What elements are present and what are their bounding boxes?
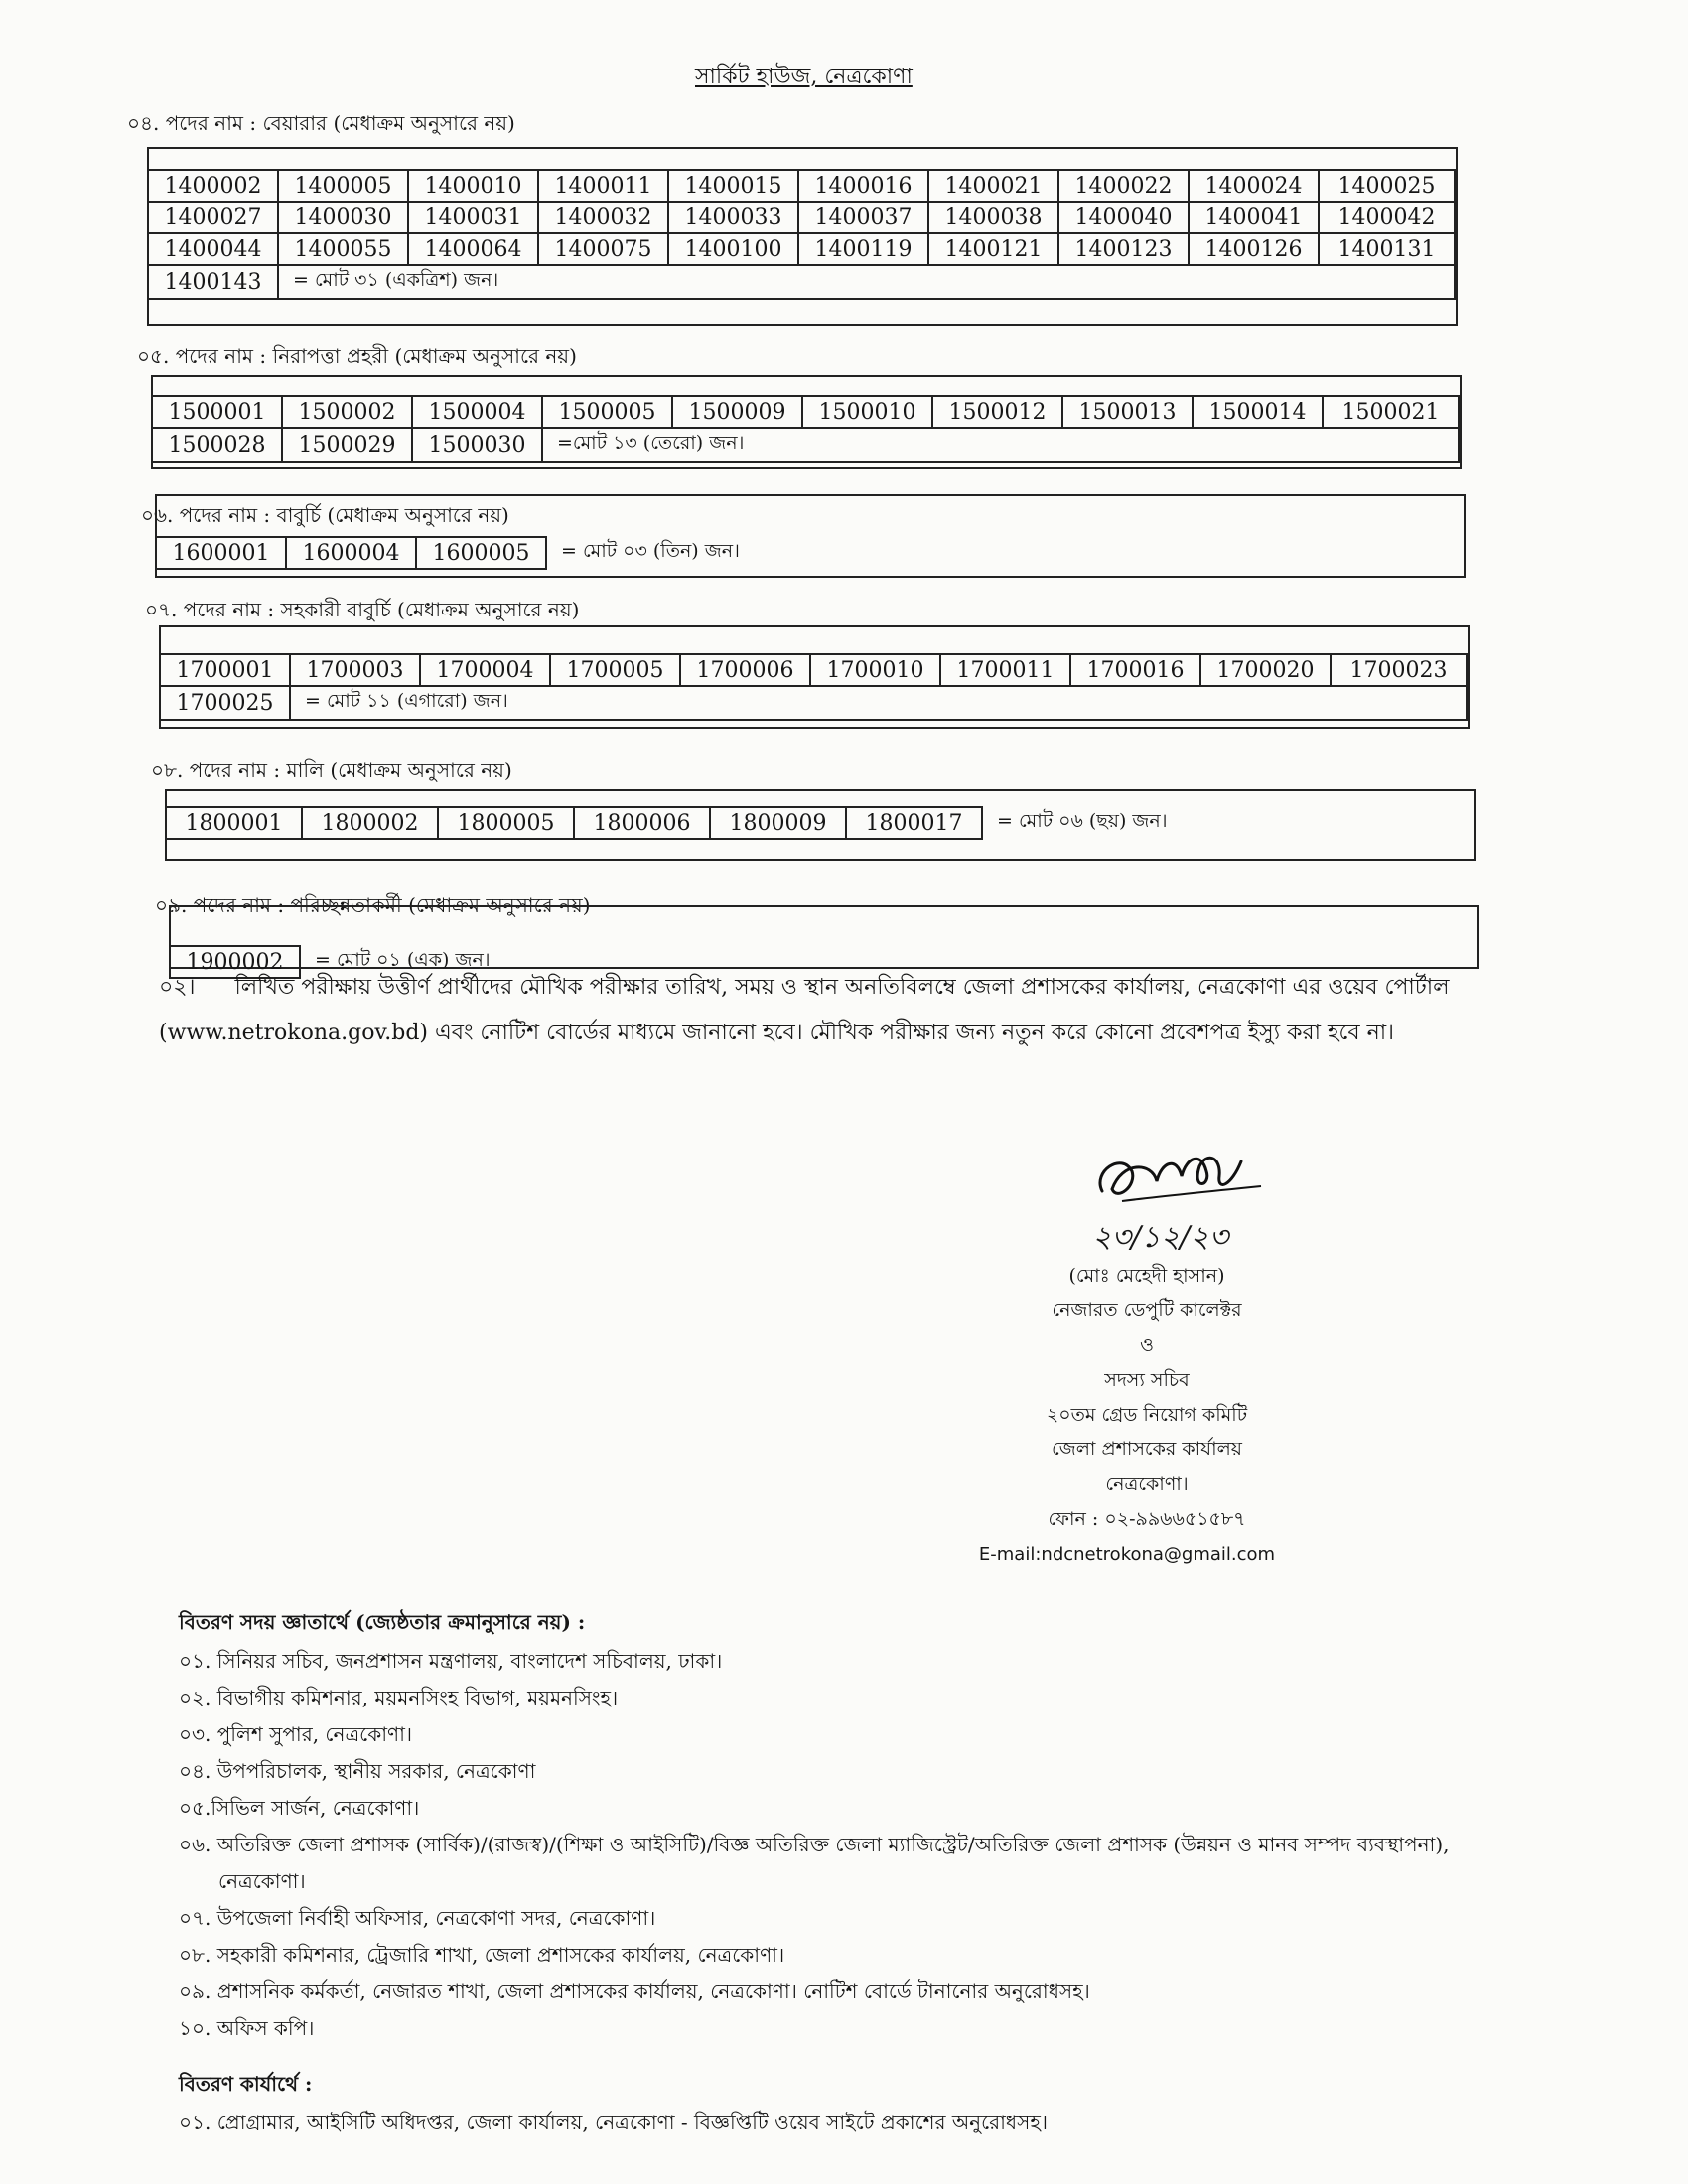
distribution-info-list bbox=[179, 1643, 1499, 2047]
total-count: =মোট ১৩ (তেরো) জন। bbox=[542, 428, 1459, 462]
page-header: সার্কিট হাউজ, নেত্রকোণা bbox=[695, 65, 913, 89]
list-item: ০১. সিনিয়র সচিব, জনপ্রশাসন মন্ত্রণালয়, বাংলাদেশ সচিবালয়, ঢাকা। bbox=[179, 1649, 723, 1673]
section-title: ০৭. পদের নাম : সহকারী বাবুর্চি (মেধাক্রম অনুসারে নয়) bbox=[145, 598, 580, 621]
id-cell: 1400011 bbox=[538, 170, 668, 202]
list-item: ০৬. অতিরিক্ত জেলা প্রশাসক (সার্বিক)/(রাজস্ব)/(শিক্ষা ও আইসিটি)/বিজ্ঞ অতিরিক্ত জেলা ম্যাজিস্ট্রেট/অতিরিক্ত জেলা প্রশাসক (উন্নয়ন ও মানব সম্পদ ব্যবস্থাপনা), নেত্রকোণা। bbox=[179, 1833, 1450, 1893]
id-cell: 1800017 bbox=[846, 807, 982, 839]
signatory-role: সদস্য সচিব bbox=[1104, 1369, 1190, 1391]
id-cell: 1400024 bbox=[1189, 170, 1319, 202]
id-cell: 1700025 bbox=[160, 686, 290, 720]
id-cell: 1400021 bbox=[928, 170, 1058, 202]
id-cell: 1900002 bbox=[170, 946, 300, 978]
id-cell: 1700010 bbox=[810, 654, 940, 686]
list-item: ০৭. উপজেলা নির্বাহী অফিসার, নেত্রকোণা সদর, নেত্রকোণা। bbox=[179, 1906, 656, 1930]
signatory-name: (মোঃ মেহেদী হাসান) bbox=[1068, 1265, 1225, 1287]
id-cell: 1400064 bbox=[408, 233, 538, 265]
id-cell: 1400055 bbox=[278, 233, 408, 265]
id-cell: 1400131 bbox=[1319, 233, 1455, 265]
signatory-committee: ২০তম গ্রেড নিয়োগ কমিটি bbox=[1046, 1404, 1248, 1426]
total-count: = মোট ১১ (এগারো) জন। bbox=[290, 686, 1467, 720]
signatory-conjunction: ও bbox=[1140, 1334, 1154, 1356]
id-cell: 1400119 bbox=[798, 233, 928, 265]
id-table-security-guard bbox=[151, 395, 1460, 463]
id-cell: 1400075 bbox=[538, 233, 668, 265]
id-cell: 1800002 bbox=[302, 807, 438, 839]
section-title: ০৬. পদের নাম : বাবুর্চি (মেধাক্রম অনুসারে নয়) bbox=[141, 503, 509, 527]
id-cell: 1400040 bbox=[1058, 202, 1189, 233]
signatory-block bbox=[978, 1259, 1311, 1571]
section-title: ০৪. পদের নাম : বেয়ারার (মেধাক্রম অনুসারে নয়) bbox=[127, 111, 515, 135]
id-cell: 1500012 bbox=[932, 396, 1062, 428]
id-cell: 1700006 bbox=[680, 654, 810, 686]
id-cell: 1400022 bbox=[1058, 170, 1189, 202]
id-cell: 1400044 bbox=[148, 233, 278, 265]
signatory-office: জেলা প্রশাসকের কার্যালয় bbox=[1052, 1438, 1242, 1460]
total-count: = মোট ০৬ (ছয়) জন। bbox=[997, 810, 1168, 832]
id-cell: 1500028 bbox=[152, 428, 282, 462]
signatory-phone: ফোন : ০২-৯৯৬৬৫১৫৮৭ bbox=[1048, 1508, 1246, 1530]
section-title: ০৯. পদের নাম : পরিচ্ছন্নতাকর্মী (মেধাক্রম অনুসারে নয়) bbox=[155, 893, 591, 917]
id-cell: 1400030 bbox=[278, 202, 408, 233]
notice-paragraph bbox=[159, 965, 1450, 1056]
id-cell: 1600005 bbox=[416, 537, 546, 569]
id-cell: 1400010 bbox=[408, 170, 538, 202]
notice-number: ০২। bbox=[159, 975, 196, 1000]
id-cell: 1400042 bbox=[1319, 202, 1455, 233]
list-item: ০৩. পুলিশ সুপার, নেত্রকোণা। bbox=[179, 1722, 413, 1746]
id-table-cook bbox=[155, 536, 772, 570]
signatory-designation: নেজারত ডেপুটি কালেক্টর bbox=[1052, 1299, 1242, 1321]
list-item: ১০. অফিস কপি। bbox=[179, 2016, 315, 2040]
distribution-action-title: বিতরণ কার্যার্থে : bbox=[179, 2072, 313, 2096]
notice-text: লিখিত পরীক্ষায় উত্তীর্ণ প্রার্থীদের মৌখিক পরীক্ষার তারিখ, সময় ও স্থান অনতিবিলম্বে জেলা প্রশাসকের কার্যালয়, নেত্রকোণা এর ওয়েব পোর্টাল (www.netrokona.gov.bd) এবং নোটিশ বোর্ডের মাধ্যমে জানানো হবে। মৌখিক পরীক্ষার জন্য নতুন করে কোনো প্রবেশপত্র ইস্যু করা হবে না। bbox=[159, 975, 1450, 1045]
id-cell: 1800009 bbox=[710, 807, 846, 839]
id-cell: 1800005 bbox=[438, 807, 574, 839]
total-count: = মোট ০১ (এক) জন। bbox=[315, 949, 491, 971]
id-cell: 1400037 bbox=[798, 202, 928, 233]
id-cell: 1400033 bbox=[668, 202, 798, 233]
section-title: ০৮. পদের নাম : মালি (মেধাক্রম অনুসারে নয়) bbox=[151, 758, 512, 782]
list-item: ০৫.সিভিল সার্জন, নেত্রকোণা। bbox=[179, 1796, 420, 1820]
id-cell: 1600004 bbox=[286, 537, 416, 569]
id-cell: 1400027 bbox=[148, 202, 278, 233]
id-cell: 1700001 bbox=[160, 654, 290, 686]
id-cell: 1700011 bbox=[940, 654, 1070, 686]
list-item: ০৯. প্রশাসনিক কর্মকর্তা, নেজারত শাখা, জেলা প্রশাসকের কার্যালয়, নেত্রকোণা। নোটিশ বোর্ডে টানানোর অনুরোধসহ। bbox=[179, 1979, 1090, 2003]
id-table-bearer bbox=[147, 169, 1456, 300]
id-cell: 1700020 bbox=[1200, 654, 1331, 686]
id-cell: 1700003 bbox=[290, 654, 420, 686]
id-cell: 1700016 bbox=[1070, 654, 1200, 686]
total-count: = মোট ৩১ (একত্রিশ) জন। bbox=[278, 265, 1455, 299]
list-item: ০৪. উপপরিচালক, স্থানীয় সরকার, নেত্রকোণা bbox=[179, 1759, 536, 1783]
total-count: = মোট ০৩ (তিন) জন। bbox=[561, 540, 740, 562]
id-cell: 1500001 bbox=[152, 396, 282, 428]
id-cell: 1400143 bbox=[148, 265, 278, 299]
id-cell: 1700004 bbox=[420, 654, 550, 686]
signatory-district: নেত্রকোণা। bbox=[1105, 1473, 1189, 1495]
id-cell: 1400126 bbox=[1189, 233, 1319, 265]
id-cell: 1400032 bbox=[538, 202, 668, 233]
id-table-assistant-cook bbox=[159, 653, 1468, 721]
id-cell: 1500004 bbox=[412, 396, 542, 428]
id-cell: 1500002 bbox=[282, 396, 412, 428]
distribution-action-list bbox=[179, 2105, 1499, 2141]
id-cell: 1700023 bbox=[1331, 654, 1467, 686]
signature-date: ২৩/১২/২৩ bbox=[1092, 1220, 1229, 1255]
id-cell: 1500014 bbox=[1193, 396, 1323, 428]
list-item: ০১. প্রোগ্রামার, আইসিটি অধিদপ্তর, জেলা কার্যালয়, নেত্রকোণা - বিজ্ঞপ্তিটি ওয়েব সাইটে প্রকাশের অনুরোধসহ। bbox=[179, 2111, 1049, 2134]
section-title: ০৫. পদের নাম : নিরাপত্তা প্রহরী (মেধাক্রম অনুসারে নয়) bbox=[137, 344, 577, 368]
distribution-info-title: বিতরণ সদয় জ্ঞাতার্থে (জ্যেষ্ঠতার ক্রমানুসারে নয়) : bbox=[179, 1610, 586, 1634]
signatory-email: E-mail:ndcnetrokona@gmail.com bbox=[978, 1544, 1276, 1565]
id-cell: 1400123 bbox=[1058, 233, 1189, 265]
id-cell: 1800006 bbox=[574, 807, 710, 839]
id-cell: 1400041 bbox=[1189, 202, 1319, 233]
id-cell: 1500013 bbox=[1062, 396, 1193, 428]
id-cell: 1400002 bbox=[148, 170, 278, 202]
list-item: ০৮. সহকারী কমিশনার, ট্রেজারি শাখা, জেলা প্রশাসকের কার্যালয়, নেত্রকোণা। bbox=[179, 1943, 785, 1967]
id-cell: 1400005 bbox=[278, 170, 408, 202]
id-cell: 1400016 bbox=[798, 170, 928, 202]
id-cell: 1800001 bbox=[166, 807, 302, 839]
id-cell: 1400121 bbox=[928, 233, 1058, 265]
id-cell: 1400025 bbox=[1319, 170, 1455, 202]
id-cell: 1500029 bbox=[282, 428, 412, 462]
id-cell: 1500030 bbox=[412, 428, 542, 462]
id-cell: 1400100 bbox=[668, 233, 798, 265]
id-cell: 1500009 bbox=[672, 396, 802, 428]
id-cell: 1400038 bbox=[928, 202, 1058, 233]
id-cell: 1400015 bbox=[668, 170, 798, 202]
id-table-gardener bbox=[165, 806, 1218, 840]
id-cell: 1600001 bbox=[156, 537, 286, 569]
id-cell: 1700005 bbox=[550, 654, 680, 686]
list-item: ০২. বিভাগীয় কমিশনার, ময়মনসিংহ বিভাগ, ময়মনসিংহ। bbox=[179, 1686, 619, 1709]
id-cell: 1500021 bbox=[1323, 396, 1459, 428]
id-cell: 1400031 bbox=[408, 202, 538, 233]
id-cell: 1500005 bbox=[542, 396, 672, 428]
id-cell: 1500010 bbox=[802, 396, 932, 428]
